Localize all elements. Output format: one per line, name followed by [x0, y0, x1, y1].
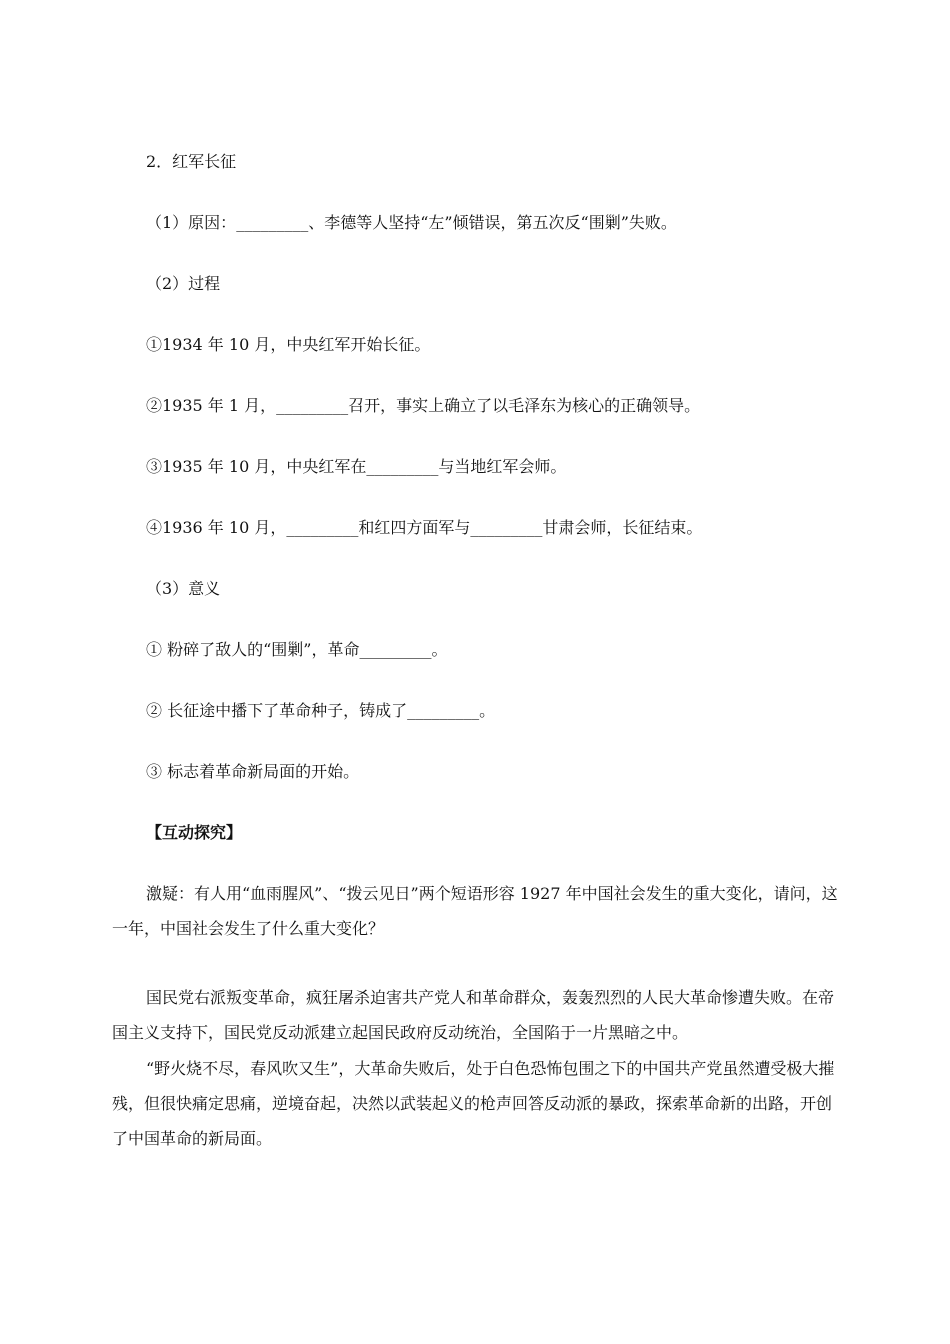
cause-blank: _________: [236, 213, 309, 232]
process-item-2: ②1935 年 1 月，_________召开，事实上确立了以毛泽东为核心的正确领导。: [146, 396, 701, 415]
meaning-label: （3）意义: [146, 579, 221, 598]
cause-line: [146, 212, 677, 234]
meaning-1-blank: _________: [359, 640, 432, 659]
meaning-item-1: ① 粉碎了敌人的“围剿”，革命_________。: [146, 640, 448, 659]
question-paragraph: 激疑：有人用“血雨腥风”、“拨云见日”两个短语形容 1927 年中国社会发生的重大变化，请问，这一年，中国社会发生了什么重大变化？: [112, 884, 838, 938]
cause-label: （1）原因：: [146, 213, 237, 232]
process-4-blank-1: _________: [286, 518, 359, 537]
process-item-1: ①1934 年 10 月，中央红军开始长征。: [146, 335, 431, 354]
process-item-3: ③1935 年 10 月，中央红军在_________与当地红军会师。: [146, 457, 567, 476]
process-label: （2）过程: [146, 274, 221, 293]
cause-text: 、李德等人坚持“左”倾错误，第五次反“围剿”失败。: [308, 213, 677, 232]
process-3-blank: _________: [366, 457, 439, 476]
answer-paragraph-2: “野火烧不尽，春风吹又生”，大革命失败后，处于白色恐怖包围之下的中国共产党虽然遭受极大摧残，但很快痛定思痛，逆境奋起，决然以武装起义的枪声回答反动派的暴政，探索革命新的出路，开创了中国革命的新局面。: [112, 1059, 835, 1148]
interactive-heading: 【互动探究】: [146, 823, 243, 842]
meaning-item-2: ② 长征途中播下了革命种子，铸成了_________。: [146, 701, 496, 720]
answer-paragraph-1: 国民党右派叛变革命，疯狂屠杀迫害共产党人和革命群众，轰轰烈烈的人民大革命惨遭失败。在帝国主义支持下，国民党反动派建立起国民政府反动统治，全国陷于一片黑暗之中。: [112, 988, 835, 1042]
section-title: 2．红军长征: [146, 152, 237, 171]
process-2-blank: _________: [276, 396, 349, 415]
meaning-2-blank: _________: [407, 701, 480, 720]
process-4-blank-2: _________: [470, 518, 543, 537]
meaning-item-3: ③ 标志着革命新局面的开始。: [146, 762, 360, 781]
process-item-4: ④1936 年 10 月，_________和红四方面军与_________甘肃会师，长征结束。: [146, 518, 703, 537]
